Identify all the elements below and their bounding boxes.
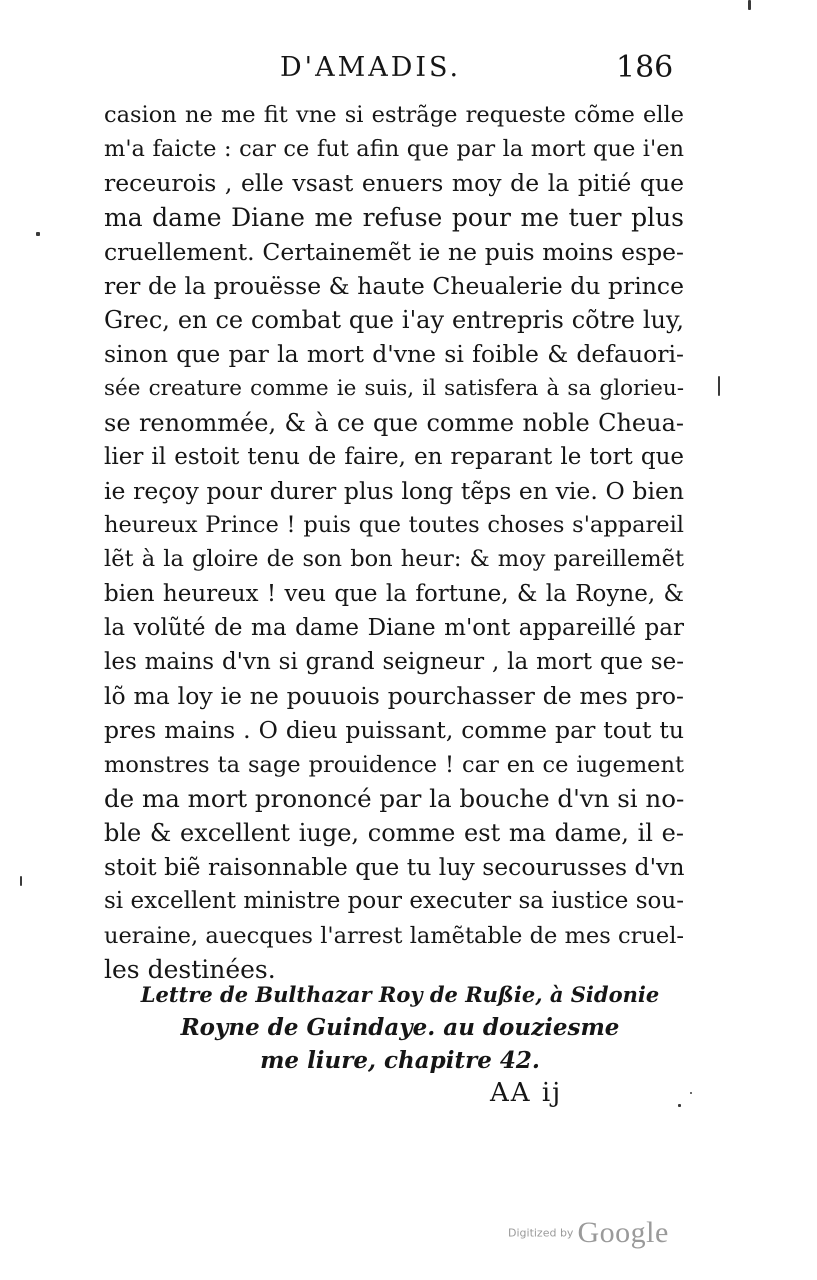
scan-speck — [36, 232, 40, 236]
text-line: pres mains . O dieu puissant, comme par tout tu — [104, 716, 684, 745]
body-text — [104, 98, 684, 987]
scan-speck — [690, 1092, 692, 1094]
text-line: les destinées. — [104, 954, 276, 984]
text-line: rer de la prouësse & haute Cheualerie du prince — [104, 271, 684, 300]
text-line: ie reçoy pour durer plus long tẽps en vie. O bien — [104, 477, 684, 506]
text-line: ble & excellent iuge, comme est ma dame, il e- — [104, 818, 684, 847]
text-line: de ma mort prononcé par la bouche d'vn si no- — [104, 783, 685, 813]
text-line: lẽt à la gloire de son bon heur: & moy pareillemẽt — [104, 546, 684, 573]
text-line: lier il estoit tenu de faire, en reparant le tort que — [104, 443, 684, 470]
scan-speck — [678, 1104, 681, 1107]
google-logo: Google — [577, 1216, 669, 1249]
text-line: monstres ta sage prouidence ! car en ce iugement — [104, 751, 684, 778]
digitized-watermark — [508, 1216, 669, 1250]
text-line: ueraine, auecques l'arrest lamẽtable de mes cruel- — [104, 922, 684, 949]
text-line: Grec, en ce combat que i'ay entrepris cõtre luy, — [104, 306, 684, 335]
letter-heading-line: Royne de Guindaye. au douziesme — [180, 1014, 620, 1041]
text-line: ma dame Diane me refuse pour me tuer plus — [104, 202, 684, 232]
watermark-prefix: Digitized by — [508, 1226, 574, 1240]
letter-heading-line: me liure, chapitre 42. — [260, 1047, 540, 1074]
text-line: si excellent ministre pour executer sa iustice sou- — [104, 888, 684, 915]
scan-speck — [718, 376, 720, 396]
text-line: heureux Prince ! puis que toutes choses s'appareil — [104, 512, 684, 539]
text-line: sinon que par la mort d'vne si foible & defauori- — [104, 340, 684, 369]
page-number: 186 — [616, 50, 674, 85]
text-line: la volũté de ma dame Diane m'ont appareillé par — [104, 614, 684, 641]
letter-heading — [140, 978, 660, 1077]
running-head: D'AMADIS. — [280, 52, 462, 83]
scan-speck — [20, 876, 22, 886]
text-line: m'a faicte : car ce fut afin que par la mort que i'en — [104, 136, 684, 163]
text-line: sée creature comme ie suis, il satisfera à sa glorieu- — [104, 375, 684, 401]
text-line: receurois , elle vsast enuers moy de la pitié que — [104, 169, 684, 198]
letter-heading-line: Lettre de Bulthazar Roy de Rußie, à Sidonie — [140, 982, 660, 1007]
text-line: bien heureux ! veu que la fortune, & la Royne, & — [104, 580, 684, 607]
text-line: casion ne me fit vne si estrãge requeste cõme elle — [104, 102, 684, 128]
signature-mark: AA ij — [490, 1078, 563, 1108]
scan-speck — [748, 0, 751, 10]
text-line: lõ ma loy ie ne pouuois pourchasser de mes pro- — [104, 682, 684, 711]
text-line: stoit biẽ raisonnable que tu luy secourusses d'vn — [104, 853, 685, 882]
text-line: se renommée, & à ce que comme noble Cheua- — [104, 408, 684, 437]
text-line: les mains d'vn si grand seigneur , la mort que se- — [104, 649, 684, 675]
text-line: cruellement. Certainemẽt ie ne puis moins espe- — [104, 237, 684, 266]
